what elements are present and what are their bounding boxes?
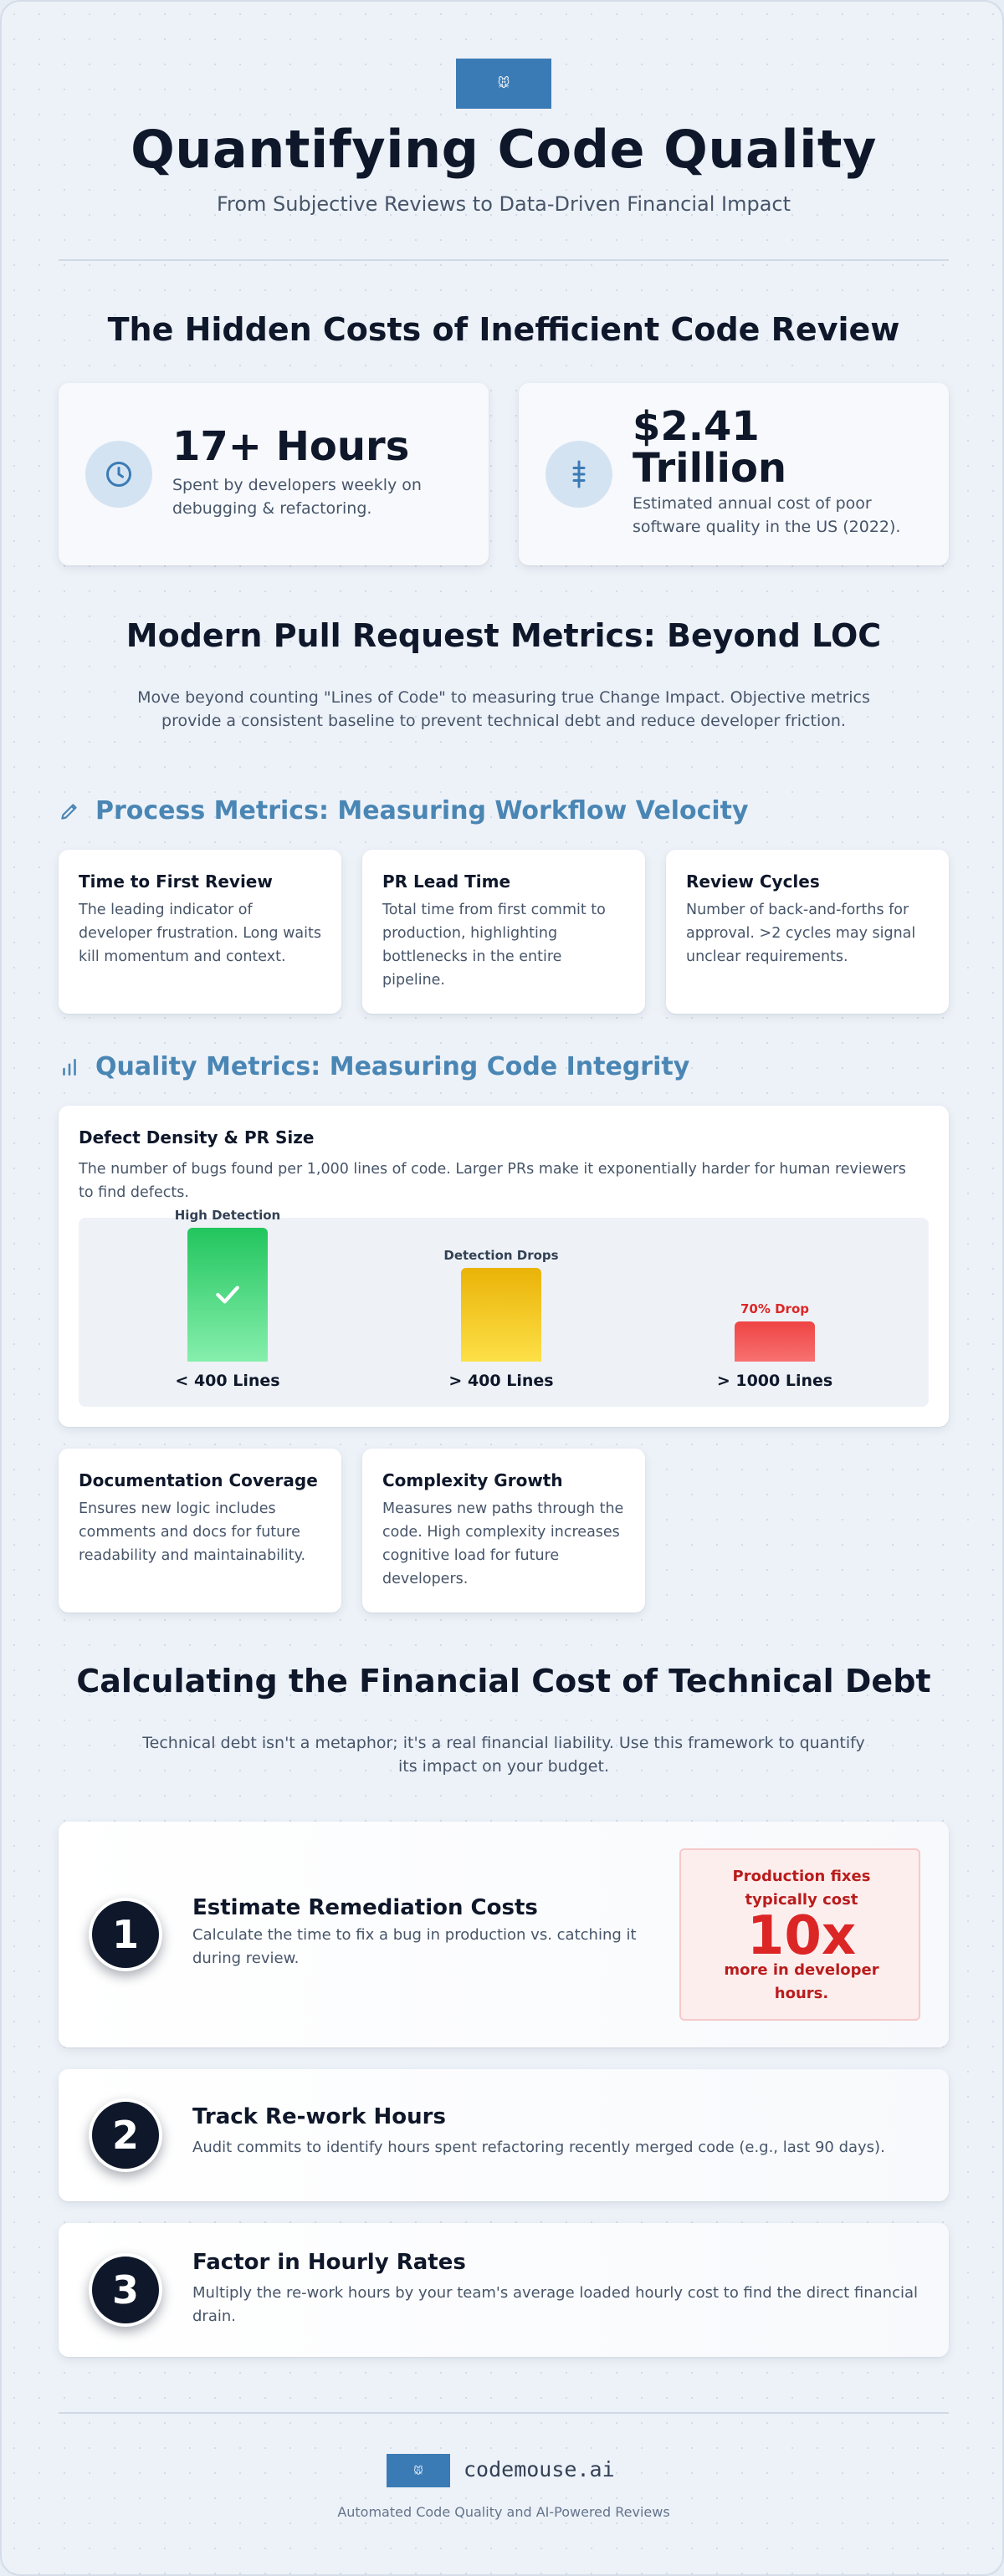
callout-top-text: Production fixes typically cost	[732, 1868, 871, 1909]
step-title: Estimate Remediation Costs	[192, 1895, 538, 1920]
stat-value-cost-line2: Trillion	[633, 445, 787, 492]
divider	[59, 259, 949, 261]
step-number: 1	[89, 1898, 162, 1971]
step-card-1	[59, 1822, 949, 2047]
page-title: Quantifying Code Quality	[131, 119, 877, 180]
footer-brand-name: codemouse.ai	[464, 2457, 615, 2481]
footer-logo	[387, 2454, 450, 2487]
page-subtitle: From Subjective Reviews to Data-Driven Financial Impact	[216, 192, 791, 216]
metric-card-desc: Total time from first commit to production, highlighting bottlenecks in the entire pipeline.	[382, 902, 606, 989]
stat-desc-hours: Spent by developers weekly on debugging & refactoring.	[172, 476, 422, 518]
metric-card-title: Documentation Coverage	[79, 1470, 318, 1490]
process-metrics-title: Process Metrics: Measuring Workflow Velocity	[95, 796, 749, 825]
callout-bottom-text: more in developer hours.	[724, 1961, 879, 2002]
pr-metrics-heading: Modern Pull Request Metrics: Beyond LOC	[126, 617, 882, 654]
metric-card-title: PR Lead Time	[382, 871, 511, 892]
metric-card-title: Review Cycles	[686, 871, 820, 892]
pr-size-chart	[79, 1208, 929, 1407]
metric-card-desc: Number of back-and-forths for approval. >2 cycles may signal unclear requirements.	[686, 902, 916, 965]
dollar-icon	[546, 441, 612, 508]
divider	[59, 2412, 949, 2414]
metric-card-complexity-growth	[362, 1449, 645, 1613]
stat-card-hours	[59, 383, 489, 565]
metric-card-documentation-coverage	[59, 1449, 341, 1613]
financial-heading: Calculating the Financial Cost of Technical Debt	[76, 1663, 931, 1699]
chart-annotation: 70% Drop	[740, 1301, 810, 1316]
metric-card-pr-lead-time	[362, 850, 645, 1014]
bar-chart-icon	[59, 1056, 95, 1078]
cost-callout	[679, 1848, 920, 2021]
step-desc: Multiply the re-work hours by your team's average loaded hourly cost to find the direct financial drain.	[192, 2284, 918, 2325]
footer-tagline: Automated Code Quality and AI-Powered Reviews	[337, 2504, 670, 2520]
stat-value-cost-line1: $2.41	[633, 403, 760, 450]
step-desc: Calculate the time to fix a bug in production vs. catching it during review.	[192, 1926, 637, 1967]
process-metrics-heading	[59, 796, 749, 825]
footer-logo-glyph: 🐭	[413, 2465, 423, 2476]
hidden-costs-heading: The Hidden Costs of Inefficient Code Review	[107, 311, 900, 348]
step-number: 3	[89, 2253, 162, 2327]
clock-icon	[85, 441, 152, 508]
logo	[456, 59, 551, 109]
metric-card-time-to-first-review	[59, 850, 341, 1014]
logo-glyph: 🐭	[497, 77, 510, 90]
metric-card-title: Time to First Review	[79, 871, 273, 892]
step-number: 2	[89, 2098, 162, 2172]
chart-category-label: > 1000 Lines	[716, 1372, 833, 1390]
defect-density-desc: The number of bugs found per 1,000 lines of code. Larger PRs make it exponentially harder for human reviewers to find defects.	[79, 1161, 906, 1201]
financial-lead: Technical debt isn't a metaphor; it's a real financial liability. Use this framework to quantify its impact on your budget.	[142, 1734, 865, 1776]
metric-card-desc: Ensures new logic includes comments and docs for future readability and maintainability.	[79, 1500, 306, 1564]
chart-annotation: Detection Drops	[443, 1248, 559, 1263]
pencil-icon	[59, 800, 95, 822]
quality-metrics-title: Quality Metrics: Measuring Code Integrity	[95, 1052, 690, 1081]
stat-value-hours: 17+ Hours	[172, 423, 410, 470]
pr-metrics-lead: Move beyond counting "Lines of Code" to measuring true Change Impact. Objective metrics provide a consistent baseline to prevent technical debt and reduce developer friction.	[137, 688, 870, 730]
metric-card-review-cycles	[666, 850, 949, 1014]
chart-bar	[187, 1228, 268, 1362]
metric-card-desc: The leading indicator of developer frustration. Long waits kill momentum and context.	[79, 902, 321, 965]
stat-desc-cost: Estimated annual cost of poor software quality in the US (2022).	[633, 494, 901, 536]
check-icon	[211, 1278, 244, 1311]
step-title: Track Re-work Hours	[192, 2104, 446, 2129]
step-desc: Audit commits to identify hours spent refactoring recently merged code (e.g., last 90 days).	[192, 2139, 885, 2156]
step-card-3	[59, 2223, 949, 2357]
step-card-2	[59, 2069, 949, 2201]
stat-card-cost	[519, 383, 949, 565]
quality-metrics-heading	[59, 1052, 689, 1081]
callout-big-number: 10x	[746, 1905, 857, 1967]
chart-bar	[735, 1321, 815, 1362]
metric-card-title: Complexity Growth	[382, 1470, 563, 1490]
defect-density-title: Defect Density & PR Size	[79, 1127, 315, 1147]
metric-card-desc: Measures new paths through the code. High complexity increases cognitive load for future developers.	[382, 1500, 624, 1587]
step-title: Factor in Hourly Rates	[192, 2250, 466, 2275]
defect-density-card	[59, 1106, 949, 1427]
chart-annotation: High Detection	[174, 1208, 281, 1223]
chart-category-label: > 400 Lines	[448, 1372, 554, 1390]
chart-category-label: < 400 Lines	[175, 1372, 280, 1390]
chart-bar	[461, 1268, 541, 1362]
